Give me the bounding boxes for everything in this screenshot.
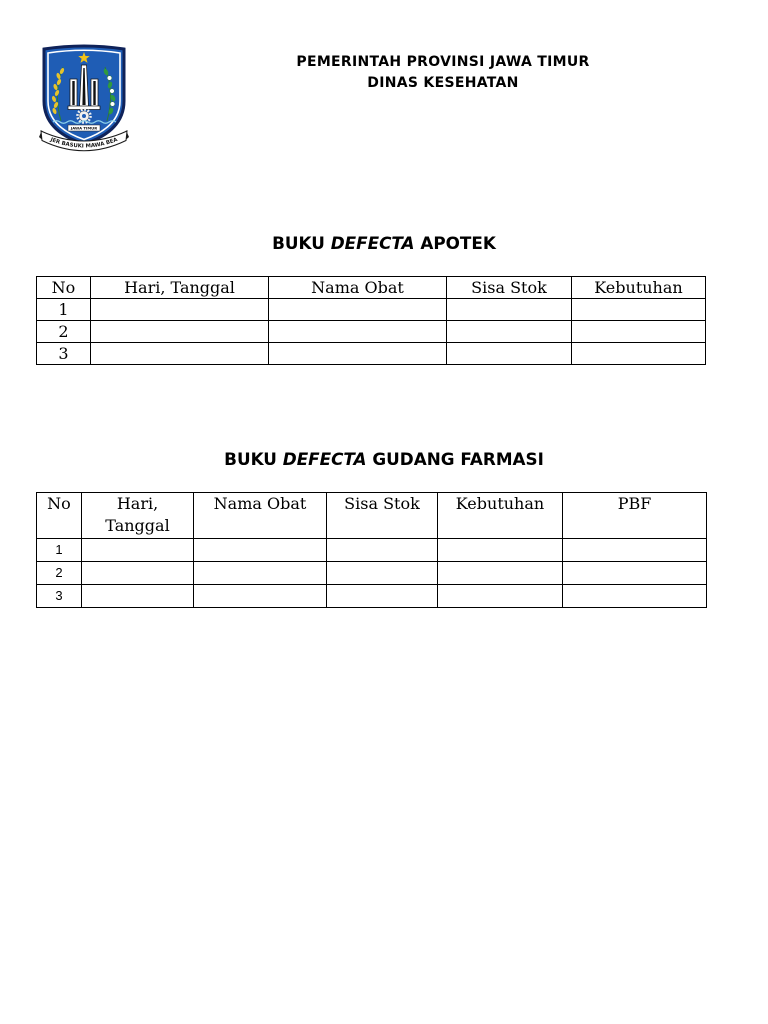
row-number-cell: 1 [37, 539, 82, 562]
requirement-cell [438, 585, 563, 608]
column-header-remaining-stock: Sisa Stok [447, 277, 572, 299]
requirement-cell [572, 299, 706, 321]
remaining-stock-cell [447, 299, 572, 321]
date-cell [91, 343, 269, 365]
defecta-warehouse-table [36, 492, 707, 608]
drug-name-cell [269, 321, 447, 343]
column-header-remaining-stock: Sisa Stok [327, 493, 438, 539]
table-row [37, 299, 706, 321]
supplier-cell [563, 585, 707, 608]
requirement-cell [438, 539, 563, 562]
row-number-cell: 2 [37, 321, 91, 343]
motto-text: JER BASUKI MAWA BEA [49, 136, 119, 150]
remaining-stock-cell [327, 562, 438, 585]
remaining-stock-cell [447, 321, 572, 343]
title-suffix: GUDANG FARMASI [372, 449, 544, 469]
remaining-stock-cell [327, 585, 438, 608]
date-cell [82, 562, 194, 585]
remaining-stock-cell [327, 539, 438, 562]
warehouse-defecta-title [0, 449, 768, 469]
column-header-requirement: Kebutuhan [438, 493, 563, 539]
province-banner-text: JAWA TIMUR [70, 125, 98, 131]
date-cell [82, 585, 194, 608]
requirement-cell [572, 321, 706, 343]
title-emphasis: DEFECTA [330, 233, 415, 253]
table-row [37, 585, 707, 608]
coat-of-arms-logo [39, 41, 129, 153]
remaining-stock-cell [447, 343, 572, 365]
table-row [37, 343, 706, 365]
drug-name-cell [269, 299, 447, 321]
date-cell [82, 539, 194, 562]
apotek-defecta-title [0, 233, 768, 253]
table-header-row [37, 493, 707, 539]
column-header-requirement: Kebutuhan [572, 277, 706, 299]
title-emphasis: DEFECTA [282, 449, 367, 469]
column-header-date: Hari, Tanggal [82, 493, 194, 539]
requirement-cell [438, 562, 563, 585]
drug-name-cell [269, 343, 447, 365]
table-row [37, 321, 706, 343]
requirement-cell [572, 343, 706, 365]
column-header-supplier: PBF [563, 493, 707, 539]
title-prefix: BUKU [224, 449, 277, 469]
province-banner [68, 125, 100, 131]
drug-name-cell [194, 562, 327, 585]
column-header-drug-name: Nama Obat [194, 493, 327, 539]
table-row [37, 562, 707, 585]
agency-name: DINAS KESEHATAN [367, 75, 519, 91]
row-number-cell: 3 [37, 343, 91, 365]
defecta-apotek-table [36, 276, 706, 365]
letterhead [243, 52, 643, 94]
title-prefix: BUKU [272, 233, 325, 253]
supplier-cell [563, 539, 707, 562]
column-header-no: No [37, 277, 91, 299]
government-name: PEMERINTAH PROVINSI JAWA TIMUR [296, 54, 590, 70]
table-row [37, 539, 707, 562]
column-header-no: No [37, 493, 82, 539]
column-header-drug-name: Nama Obat [269, 277, 447, 299]
drug-name-cell [194, 539, 327, 562]
title-suffix: APOTEK [420, 233, 496, 253]
drug-name-cell [194, 585, 327, 608]
row-number-cell: 2 [37, 562, 82, 585]
date-cell [91, 321, 269, 343]
table-header-row [37, 277, 706, 299]
row-number-cell: 1 [37, 299, 91, 321]
date-cell [91, 299, 269, 321]
supplier-cell [563, 562, 707, 585]
column-header-date: Hari, Tanggal [91, 277, 269, 299]
row-number-cell: 3 [37, 585, 82, 608]
